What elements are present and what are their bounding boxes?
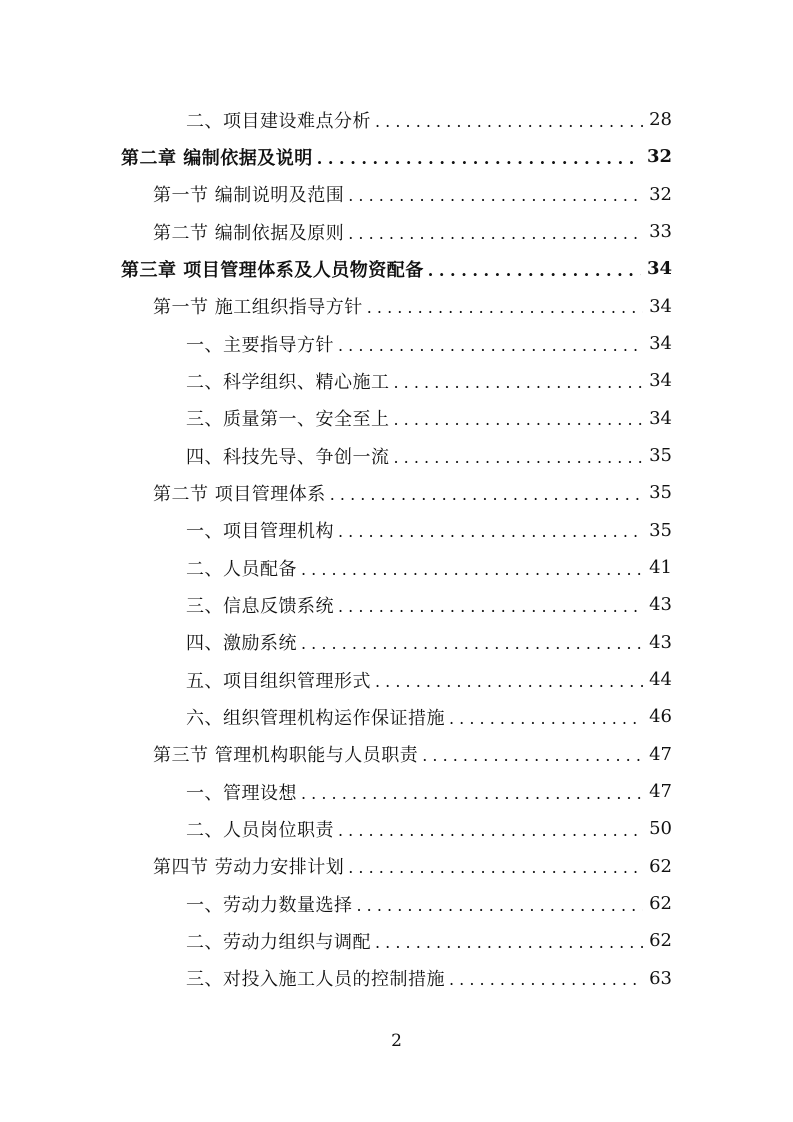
toc-entry-title: 第二节 项目管理体系: [153, 483, 326, 505]
toc-entry-page: 33: [649, 221, 672, 243]
toc-entry-section[interactable]: [0, 213, 793, 250]
toc-entry-page: 47: [649, 743, 672, 765]
toc-entry-title: 一、管理设想: [186, 782, 297, 804]
toc-dot-leader: [301, 558, 643, 578]
toc-entry-item[interactable]: [0, 922, 793, 959]
toc-dot-leader: [428, 259, 641, 279]
toc-entry-page: 32: [646, 146, 672, 168]
toc-dot-leader: [449, 707, 643, 727]
toc-entry-page: 34: [649, 407, 672, 429]
toc-dot-leader: [338, 520, 643, 540]
toc-entry-item[interactable]: [0, 437, 793, 474]
toc-dot-leader: [338, 595, 643, 615]
toc-entry-title: 第二章 编制依据及说明: [121, 147, 313, 169]
toc-entry-page: 32: [649, 183, 672, 205]
toc-entry-item[interactable]: [0, 960, 793, 997]
toc-entry-item[interactable]: [0, 325, 793, 362]
toc-entry-title: 第三节 管理机构职能与人员职责: [153, 745, 419, 767]
toc-entry-page: 44: [649, 669, 672, 691]
toc-entry-section[interactable]: [0, 736, 793, 773]
toc-entry-item[interactable]: [0, 400, 793, 437]
toc-entry-page: 34: [649, 333, 672, 355]
toc-entry-title: 第二节 编制依据及原则: [153, 222, 345, 244]
toc-entry-section[interactable]: [0, 474, 793, 511]
toc-dot-leader: [449, 968, 643, 988]
toc-entry-title: 一、项目管理机构: [186, 521, 334, 543]
toc-entry-title: 三、对投入施工人员的控制措施: [186, 969, 445, 991]
toc-dot-leader: [301, 632, 643, 652]
toc-dot-leader: [301, 782, 643, 802]
toc-entry-item[interactable]: [0, 661, 793, 698]
toc-entry-page: 35: [649, 482, 672, 504]
toc-dot-leader: [348, 856, 643, 876]
page-number: 2: [391, 1031, 402, 1051]
toc-entry-page: 35: [649, 519, 672, 541]
toc-entry-page: 62: [649, 855, 672, 877]
toc-entry-page: 46: [649, 706, 672, 728]
toc-entry-title: 第一节 编制说明及范围: [153, 185, 345, 207]
toc-dot-leader: [394, 371, 644, 391]
toc-entry-section[interactable]: [0, 288, 793, 325]
toc-entry-page: 50: [649, 818, 672, 840]
toc-entry-title: 二、人员岗位职责: [186, 819, 334, 841]
toc-entry-title: 二、项目建设难点分析: [186, 110, 371, 132]
toc-dot-leader: [375, 110, 643, 130]
toc-dot-leader: [348, 222, 643, 242]
toc-entry-title: 二、人员配备: [186, 558, 297, 580]
toc-entry-item[interactable]: [0, 512, 793, 549]
toc-entry-title: 一、劳动力数量选择: [186, 894, 353, 916]
toc-dot-leader: [348, 184, 643, 204]
toc-entry-item[interactable]: [0, 698, 793, 735]
toc-entry-page: 34: [649, 295, 672, 317]
toc-entry-page: 62: [649, 893, 672, 915]
toc-entry-item[interactable]: [0, 773, 793, 810]
toc-dot-leader: [338, 819, 643, 839]
toc-entry-page: 47: [649, 781, 672, 803]
table-of-contents: [0, 101, 793, 997]
toc-dot-leader: [394, 408, 644, 428]
toc-entry-item[interactable]: [0, 885, 793, 922]
toc-entry-page: 62: [649, 930, 672, 952]
toc-entry-title: 一、主要指导方针: [186, 334, 334, 356]
toc-entry-page: 63: [649, 967, 672, 989]
toc-entry-item[interactable]: [0, 549, 793, 586]
toc-entry-page: 43: [649, 631, 672, 653]
toc-entry-page: 35: [649, 445, 672, 467]
toc-dot-leader: [367, 296, 643, 316]
toc-entry-section[interactable]: [0, 176, 793, 213]
toc-entry-title: 二、劳动力组织与调配: [186, 931, 371, 953]
toc-entry-title: 四、激励系统: [186, 633, 297, 655]
toc-entry-title: 第四节 劳动力安排计划: [153, 857, 345, 879]
toc-entry-title: 二、科学组织、精心施工: [186, 371, 390, 393]
toc-entry-page: 43: [649, 594, 672, 616]
toc-entry-title: 三、质量第一、安全至上: [186, 409, 390, 431]
toc-entry-item[interactable]: [0, 586, 793, 623]
toc-dot-leader: [338, 334, 643, 354]
toc-entry-item[interactable]: [0, 101, 793, 138]
toc-entry-title: 第三章 项目管理体系及人员物资配备: [121, 259, 424, 281]
toc-entry-page: 34: [649, 370, 672, 392]
toc-entry-item[interactable]: [0, 624, 793, 661]
toc-dot-leader: [375, 931, 643, 951]
toc-entry-chapter[interactable]: [0, 250, 793, 287]
toc-dot-leader: [394, 446, 644, 466]
toc-entry-item[interactable]: [0, 362, 793, 399]
toc-dot-leader: [317, 147, 641, 167]
toc-entry-section[interactable]: [0, 848, 793, 885]
toc-dot-leader: [357, 894, 644, 914]
toc-dot-leader: [330, 483, 643, 503]
toc-entry-title: 五、项目组织管理形式: [186, 670, 371, 692]
toc-entry-title: 六、组织管理机构运作保证措施: [186, 707, 445, 729]
toc-entry-title: 四、科技先导、争创一流: [186, 446, 390, 468]
toc-dot-leader: [375, 670, 643, 690]
toc-entry-title: 三、信息反馈系统: [186, 595, 334, 617]
toc-entry-item[interactable]: [0, 810, 793, 847]
toc-dot-leader: [422, 744, 643, 764]
toc-entry-chapter[interactable]: [0, 138, 793, 175]
toc-entry-title: 第一节 施工组织指导方针: [153, 297, 363, 319]
toc-entry-page: 34: [646, 258, 672, 280]
toc-entry-page: 41: [649, 557, 672, 579]
toc-entry-page: 28: [649, 109, 672, 131]
